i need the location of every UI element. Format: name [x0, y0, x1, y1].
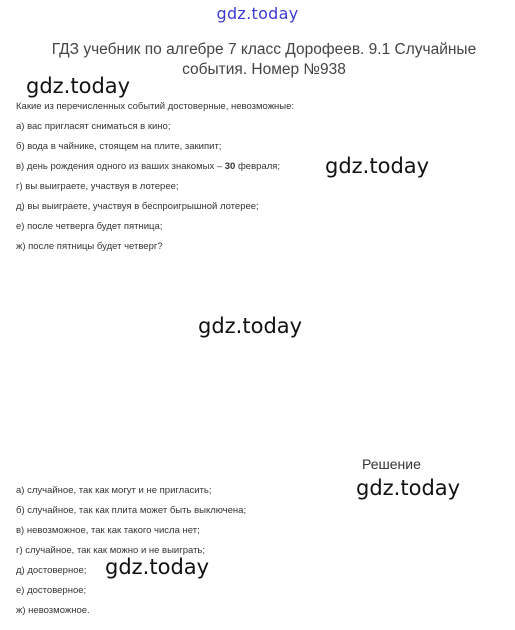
site-logo[interactable]: gdz.today — [216, 4, 299, 23]
problem-item-v-tail: февраля; — [235, 161, 281, 172]
problem-statement — [16, 101, 496, 261]
problem-intro: Какие из перечисленных событий достоверные, невозможные: — [16, 101, 295, 112]
problem-item-v — [16, 161, 496, 181]
solution-item: ж) невозможное. — [16, 605, 90, 616]
problem-item-d: д) вы выиграете, участвуя в беспроигрышной лотерее; — [16, 201, 259, 212]
solution-item: б) случайное, так как плита может быть выключена; — [16, 505, 247, 516]
solution-list — [16, 485, 496, 625]
problem-item-e: е) после четверга будет пятница; — [16, 221, 163, 232]
problem-item-zh: ж) после пятницы будет четверг? — [16, 241, 163, 252]
solution-heading: Решение — [362, 456, 421, 472]
watermark: gdz.today — [325, 154, 430, 178]
watermark: gdz.today — [26, 74, 131, 98]
solution-item: е) достоверное; — [16, 585, 87, 596]
problem-item-v-number: 30 — [224, 161, 236, 172]
solution-item: д) достоверное; — [16, 565, 87, 576]
problem-item-b: б) вода в чайнике, стоящем на плите, закипит; — [16, 141, 222, 152]
page-title: ГДЗ учебник по алгебре 7 класс Дорофеев. 9.1 Случайные события. Номер №938 — [51, 41, 477, 78]
watermark: gdz.today — [105, 555, 210, 579]
problem-item-v-text: в) день рождения одного из ваших знакомых – — [16, 161, 225, 172]
watermark: gdz.today — [198, 314, 303, 338]
solution-item: в) невозможное, так как такого числа нет; — [16, 525, 200, 536]
problem-item-g: г) вы выиграете, участвуя в лотерее; — [16, 181, 179, 192]
solution-item: а) случайное, так как могут и не пригласить; — [16, 485, 212, 496]
watermark: gdz.today — [356, 476, 461, 500]
solution-item: г) случайное, так как можно и не выиграть; — [16, 545, 206, 556]
problem-item-a: а) вас пригласят сниматься в кино; — [16, 121, 171, 132]
